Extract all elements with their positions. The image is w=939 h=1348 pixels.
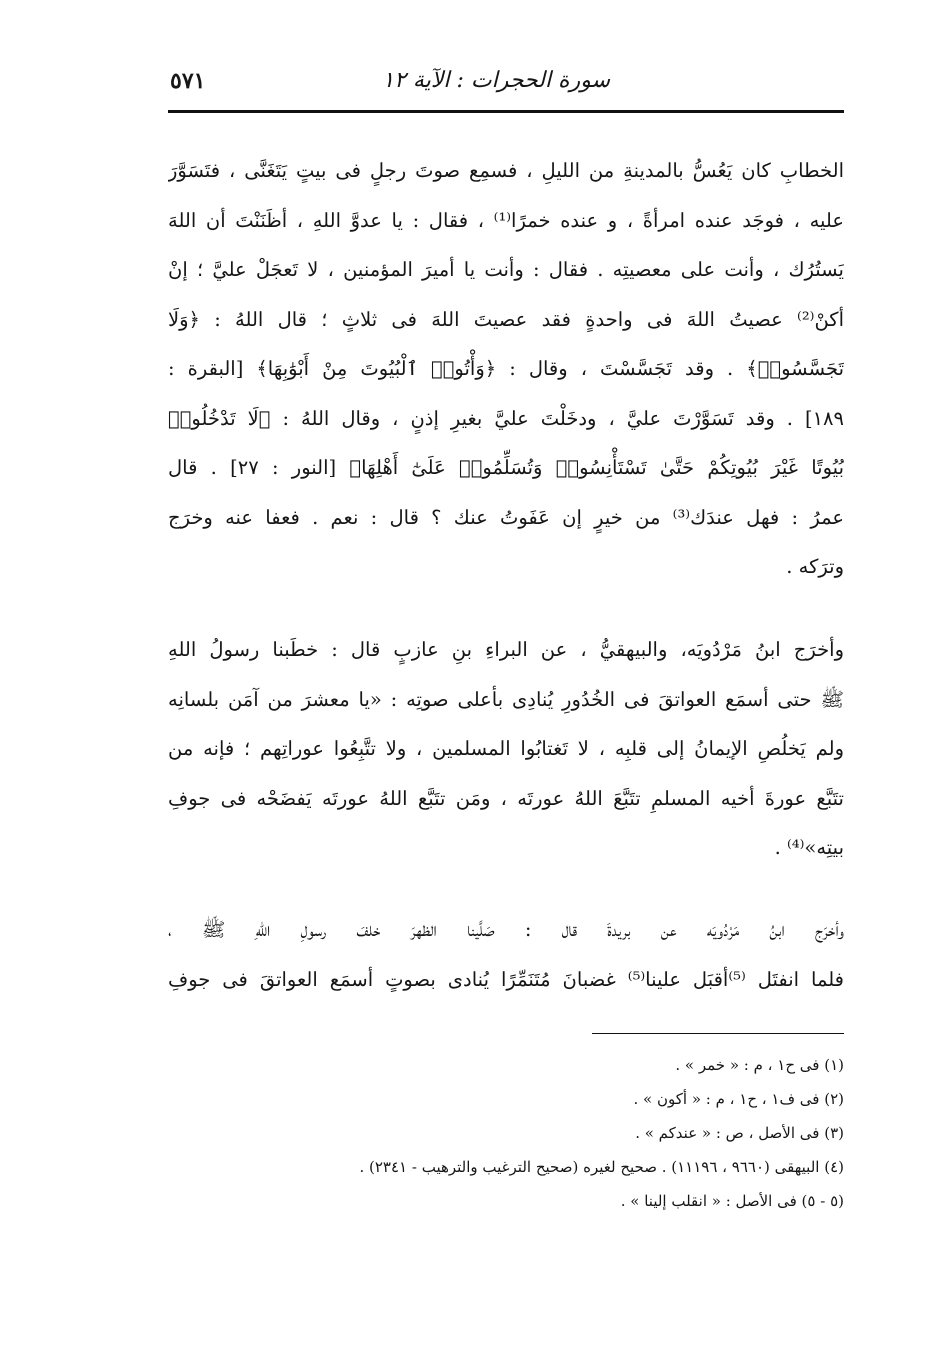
header-divider — [168, 110, 844, 113]
paragraph-2 — [168, 625, 844, 873]
text-line: وأخرَج ابنُ مَرْدُويَه عن بريدةَ قال : صَلَّينا الظهرَ خلفَ رسولِ اللهِ ﷺ ، — [168, 918, 844, 941]
paragraph-1 — [168, 146, 844, 592]
paragraph-3 — [168, 905, 844, 1004]
footnote-divider — [592, 1033, 844, 1034]
text-line: أكنْ⁽²⁾ عصيتُ اللهَ فى واحدةٍ فقد عصيتَ اللهَ فى ثلاثٍ ؛ قال اللهُ : ﴿وَلَا — [168, 307, 844, 331]
footnote-3: (٣) فى الأصل ، ص : « عندكم » . — [635, 1124, 844, 1142]
footnote-1: (١) فى ح١ ، م : « خمر » . — [675, 1056, 844, 1074]
footnotes — [168, 1048, 844, 1218]
text-line: وأخرَج ابنُ مَرْدُويَه، والبيهقيُّ ، عن البراءِ بنِ عازبٍ قال : خطَبنا رسولُ اللهِ — [168, 638, 844, 661]
text-line: تَجَسَّسُوا۟﴾ . وقد تَجَسَّسْتَ ، وقال : ﴿وَأْتُوا۟ ٱلْبُيُوتَ مِنْ أَبْوَٰبِهَا﴾ [البقرة : — [168, 357, 844, 380]
footnote-2: (٢) فى ف١ ، ح١ ، م : « أكون » . — [633, 1090, 844, 1108]
text-line: وترَكه . — [786, 555, 844, 578]
footnote-4: (٤) البيهقى (٩٦٦٠ ، ١١١٩٦) . صحيح لغيره (صحيح الترغيب والترهيب - ٢٣٤١) . — [359, 1158, 844, 1176]
text-line: تتَبَّع عورةَ أخيه المسلمِ تتَبَّعَ اللهُ عورتَه ، ومَن تتَبَّع اللهُ عورتَه يَفضَحْه فى جوفِ — [168, 786, 844, 810]
text-line: فلما انفتَل ⁽⁵⁾أقبَل علينا⁽⁵⁾ غضبانَ مُتَنَمِّرًا يُنادى بصوتٍ أسمَع العواتقَ فى جوفِ — [168, 967, 844, 991]
text-line: عمرُ : فهل عندَك⁽³⁾ من خيرٍ إن عَفَوتُ عنك ؟ قال : نعم . فعفا عنه وخرَج — [168, 505, 844, 529]
text-line: يَستُرُك ، وأنت على معصيتِه . فقال : وأنت يا أميرَ المؤمنين ، لا تَعجَلْ عليَّ ؛ إنْ — [168, 258, 844, 281]
text-line: بُيُوتًا غَيْرَ بُيُوتِكُمْ حَتَّىٰ تَسْتَأْنِسُوا۟ وَتُسَلِّمُوا۟ عَلَىٰٓ أَهْلِهَا﴾ [النور : ٢٧] . قال — [168, 456, 844, 479]
text-line: الخطابِ كان يَعُسُّ بالمدينةِ من الليلِ ، فسمِع صوتَ رجلٍ فى بيتٍ يَتَغَنَّى ، فتَسَوَّرَ — [168, 159, 844, 182]
running-title: سورة الحجرات : الآية ١٢ — [382, 68, 610, 93]
text-line: بيتِه»⁽⁴⁾ . — [774, 836, 844, 859]
text-line: عليه ، فوجَد عنده امرأةً ، و عنده خمرًا⁽¹⁾ ، فقال : يا عدوَّ اللهِ ، أظَنَنْتَ أن اللهَ — [168, 208, 844, 232]
page-number: ٥٧١ — [170, 68, 206, 94]
page-header — [170, 62, 842, 106]
text-line: ١٨٩] . وقد تَسَوَّرْتَ عليَّ ، ودخَلْتَ عليَّ بغيرِ إذنٍ ، وقال اللهُ : ﴿لَا تَدْخُلُوا۟ — [168, 406, 844, 430]
footnote-5: (٥ - ٥) فى الأصل : « انقلب إلينا » . — [620, 1192, 844, 1210]
text-line: ولم يَخلُصِ الإيمانُ إلى قلبِه ، لا تَغتابُوا المسلمين ، ولا تتَّبِعُوا عوراتِهم ؛ فإنه من — [168, 737, 844, 760]
text-line: ﷺ حتى أسمَع العواتقَ فى الخُدُورِ يُنادِى بأعلى صوتِه : «يا معشرَ من آمَن بلسانِه — [168, 687, 844, 711]
